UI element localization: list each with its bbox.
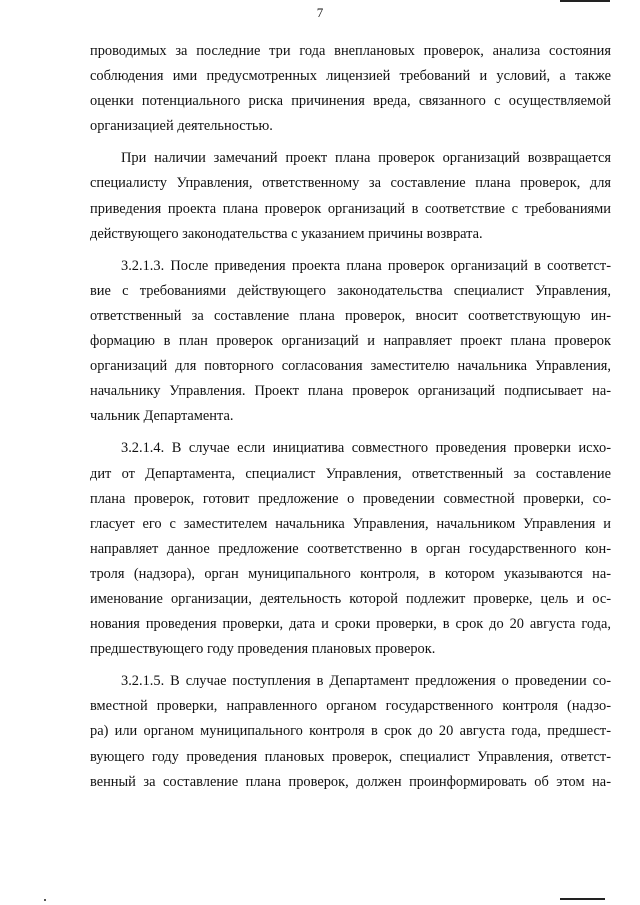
page-number: 7 — [316, 5, 324, 20]
text-line: формацию в план проверок организаций и направляет проект плана проверок — [90, 333, 611, 350]
text-line: троля (надзора), орган муниципального контроля, в котором указываются на- — [90, 565, 611, 582]
text-line: специалисту Управления, ответственному за составление плана проверок, для — [90, 175, 611, 192]
text-line: плана проверок, готовит предложение о проведении совместной проверки, со- — [90, 490, 611, 507]
text-line: проводимых за последние три года внеплановых проверок, анализа состояния — [90, 43, 611, 59]
text-line: приведения проекта плана проверок организаций в соответствие с требованиями — [90, 200, 611, 217]
text-line: чальник Департамента. — [90, 408, 234, 425]
text-line: организаций для повторного согласования заместителю начальника Управления, — [90, 358, 611, 375]
scan-speck — [44, 899, 46, 901]
text-line: вие с требованиями действующего законодательства специалист Управления, — [90, 282, 611, 299]
text-line: При наличии замечаний проект плана проверок организаций возвращается — [121, 150, 611, 167]
text-line: направляет данное предложение соответственно в орган государственного кон- — [90, 540, 611, 557]
text-line: именование организации, деятельность которой подлежит проверке, цель и ос- — [90, 590, 611, 607]
text-line: действующего законодательства с указанием причины возврата. — [90, 225, 483, 242]
text-line: ра) или органом муниципального контроля в срок до 20 августа года, предшест- — [90, 723, 611, 740]
text-line: 3.2.1.3. После приведения проекта плана проверок организаций в соответст- — [121, 257, 611, 274]
text-line: соблюдения ими предусмотренных лицензией требований и условий, а также — [90, 68, 611, 85]
text-line: оценки потенциального риска причинения вреда, связанного с осуществляемой — [90, 93, 611, 110]
text-line: предшествующего году проведения плановых проверок. — [90, 641, 436, 658]
paragraph — [90, 146, 611, 246]
text-line: ответственный за составление плана проверок, вносит соответствующую ин- — [90, 307, 611, 324]
text-line: гласует его с заместителем начальника Управления, начальником Управления и — [90, 515, 611, 532]
scan-edge-mark — [560, 0, 610, 2]
paragraph — [90, 39, 611, 139]
paragraph — [90, 669, 611, 794]
text-line: 3.2.1.4. В случае если инициатива совместного проведения проверки исхо- — [121, 440, 611, 457]
paragraph — [90, 436, 611, 662]
text-line: нования проведения проверки, дата и сроки проверки, в срок до 20 августа года, — [90, 616, 611, 633]
text-line: венный за составление плана проверок, должен проинформировать об этом на- — [90, 773, 611, 790]
text-line: организацией деятельностью. — [90, 118, 273, 135]
text-line: 3.2.1.5. В случае поступления в Департамент предложения о проведении со- — [121, 673, 611, 690]
document-body — [90, 39, 611, 795]
text-line: начальнику Управления. Проект плана проверок организаций подписывает на- — [90, 383, 611, 400]
paragraph — [90, 254, 611, 430]
scan-edge-mark — [560, 898, 605, 900]
text-line: вующего году проведения плановых проверок, специалист Управления, ответст- — [90, 748, 611, 765]
text-line: вместной проверки, направленного органом государственного контроля (надзо- — [90, 698, 611, 715]
text-line: дит от Департамента, специалист Управления, ответственный за составление — [90, 465, 611, 482]
